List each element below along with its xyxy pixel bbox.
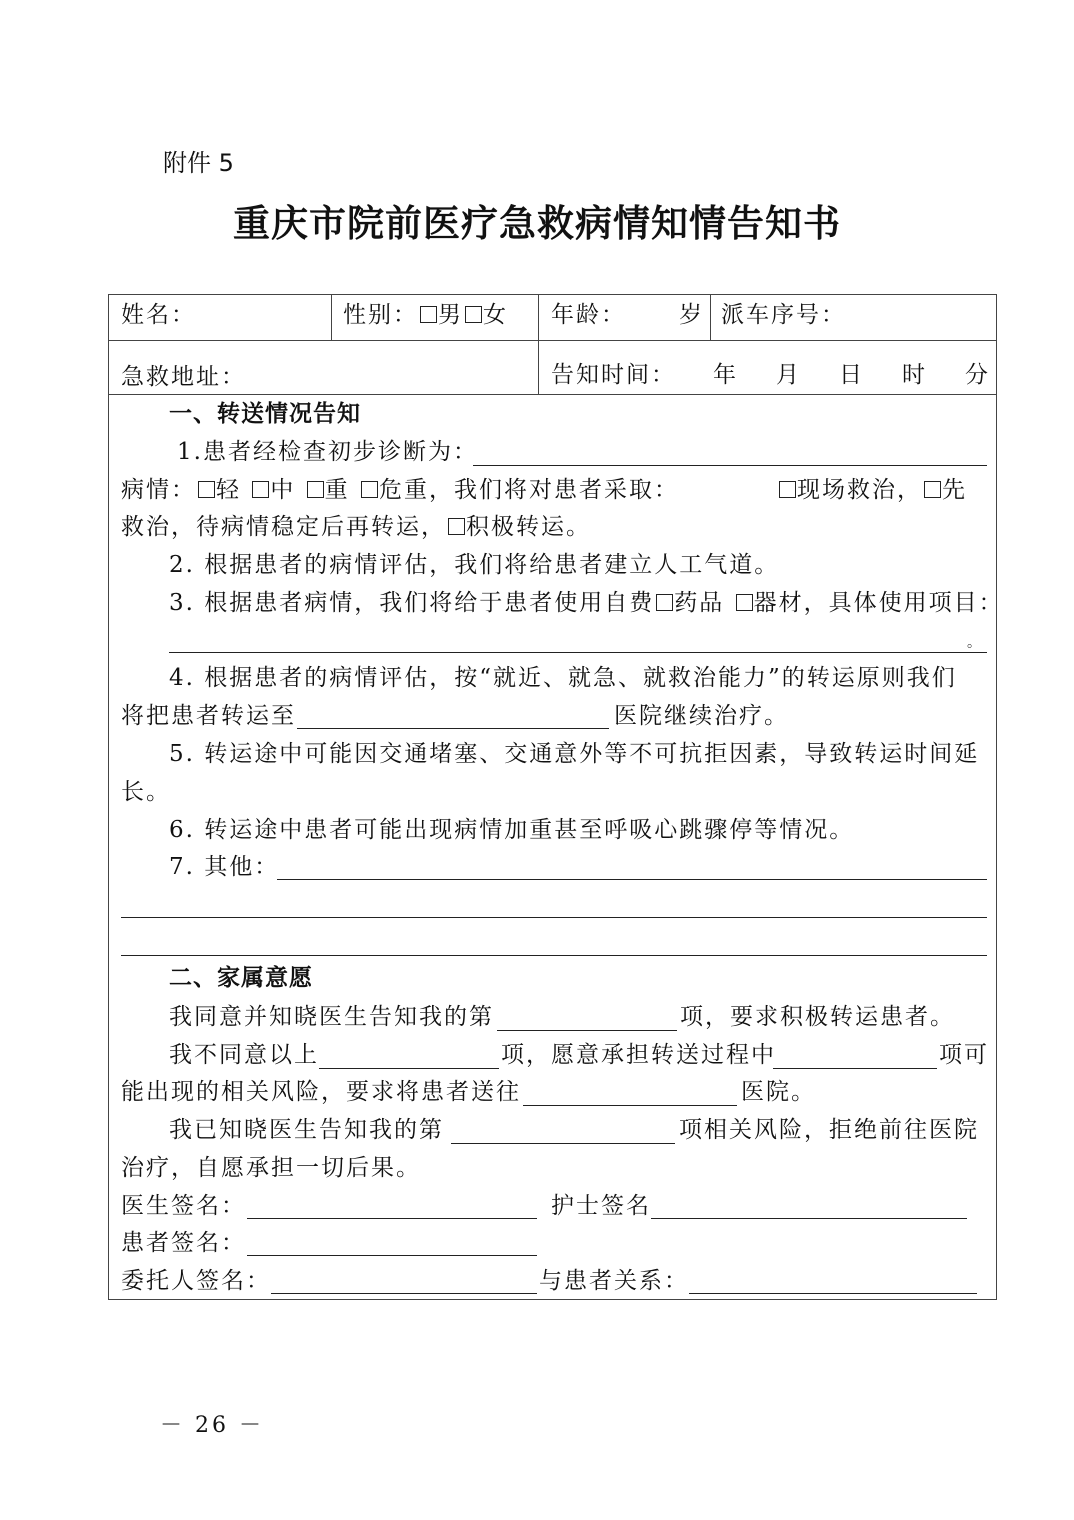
active-transfer-checkbox[interactable] [448, 518, 465, 535]
gender-field [343, 304, 508, 327]
time-minute: 分 [965, 362, 990, 388]
age-unit: 岁 [679, 302, 704, 328]
condition-row [121, 479, 679, 502]
item-4-line1: 4. 根据患者的病情评估，按“就近、就急、就救治能力”的转运原则我们 [169, 665, 957, 691]
col-divider [710, 295, 711, 340]
decline-items-line[interactable] [451, 1143, 675, 1144]
notify-time-label: 告知时间： [551, 362, 676, 388]
doctor-signature-line[interactable] [247, 1218, 537, 1219]
notice-form [108, 294, 1004, 1300]
condition-label: 病情： [121, 477, 196, 503]
consent-text-a: 我同意并知晓医生告知我的第 [169, 1004, 494, 1030]
col-divider [331, 295, 332, 340]
treatment-row-2 [121, 516, 591, 539]
risk-items-line[interactable] [773, 1068, 937, 1069]
attachment-label: 附件 5 [163, 149, 234, 177]
refuse-text-c: 项可 [939, 1042, 989, 1068]
patient-signature-line[interactable] [247, 1255, 537, 1256]
time-hour: 时 [902, 362, 927, 388]
relation-label: 与患者关系： [539, 1268, 689, 1294]
nurse-signature-line[interactable] [651, 1218, 967, 1219]
item-3-end: 。 [967, 635, 983, 651]
active-transfer-label: 积极转运。 [466, 514, 591, 540]
item-5-line1: 5. 转运途中可能因交通堵塞、交通意外等不可抗拒因素，导致转运时间延 [169, 741, 980, 767]
proxy-signature-label: 委托人签名： [121, 1268, 271, 1294]
items-used-line[interactable] [169, 652, 987, 653]
relation-line[interactable] [689, 1293, 977, 1294]
drug-label: 药品 [674, 590, 734, 616]
proxy-signature-line[interactable] [271, 1293, 537, 1294]
gender-label: 性别： [343, 302, 418, 328]
other-line-1[interactable] [277, 879, 987, 880]
decline-text-a: 我已知晓医生告知我的第 [169, 1117, 444, 1143]
item-6: 6. 转运途中患者可能出现病情加重甚至呼吸心跳骤停等情况。 [169, 817, 855, 843]
mild-checkbox[interactable] [198, 481, 215, 498]
section-heading-transfer: 一、转送情况告知 [169, 401, 361, 427]
dispatch-number-label: 派车序号： [721, 302, 846, 328]
refuse-text-d: 能出现的相关风险，要求将患者送往 [121, 1079, 521, 1105]
other-line-3[interactable] [121, 955, 987, 956]
mild-label: 轻 [216, 477, 241, 503]
age-label: 年龄： [551, 302, 626, 328]
other-line-2[interactable] [121, 917, 987, 918]
item-7-label: 7. 其他： [169, 854, 280, 880]
item-3-text: 3. 根据患者病情，我们将给于患者使用自费 [169, 590, 655, 616]
diagnosis-label: 1.患者经检查初步诊断为： [177, 439, 478, 465]
equipment-checkbox[interactable] [736, 594, 753, 611]
female-label: 女 [483, 302, 508, 328]
onsite-label: 现场救治， [797, 477, 922, 503]
first-treat-label: 先 [942, 477, 967, 503]
document-title: 重庆市院前医疗急救病情知情告知书 [233, 201, 841, 245]
critical-checkbox[interactable] [361, 481, 378, 498]
section-heading-family: 二、家属意愿 [169, 965, 313, 991]
refuse-items-line[interactable] [319, 1068, 499, 1069]
name-label: 姓名： [121, 302, 196, 328]
onsite-checkbox[interactable] [779, 481, 796, 498]
female-checkbox[interactable] [465, 306, 482, 323]
refuse-text-a: 我不同意以上 [169, 1042, 319, 1068]
nurse-signature-label: 护士签名 [551, 1193, 651, 1219]
male-label: 男 [438, 302, 463, 328]
decline-text-c: 治疗，自愿承担一切后果。 [121, 1155, 421, 1181]
row-divider [109, 340, 996, 341]
item-3 [169, 592, 1004, 615]
row-divider [109, 394, 996, 395]
item-4-suffix: 医院继续治疗。 [614, 703, 789, 729]
decline-text-b: 项相关风险，拒绝前往医院 [679, 1117, 979, 1143]
refuse-text-b: 项，愿意承担转送过程中 [501, 1042, 776, 1068]
severe-label: 重 [324, 477, 350, 503]
diagnosis-line[interactable] [473, 465, 987, 466]
time-day: 日 [839, 362, 864, 388]
first-treat-checkbox[interactable] [924, 481, 941, 498]
refuse-text-e: 医院。 [741, 1079, 816, 1105]
doctor-signature-label: 医生签名： [121, 1193, 246, 1219]
consent-items-line[interactable] [497, 1030, 677, 1031]
patient-signature-label: 患者签名： [121, 1230, 246, 1256]
consent-text-b: 项，要求积极转运患者。 [680, 1004, 955, 1030]
item-4-prefix: 将把患者转运至 [121, 703, 296, 729]
address-label: 急救地址： [121, 364, 246, 390]
equipment-label: 器材，具体使用项目： [753, 590, 1004, 616]
drug-checkbox[interactable] [656, 594, 673, 611]
treatment-options [777, 479, 967, 502]
page-number: － 26 － [160, 1413, 264, 1438]
col-divider [538, 295, 539, 394]
item-5-line2: 长。 [121, 779, 171, 805]
item-2: 2. 根据患者的病情评估，我们将给患者建立人工气道。 [169, 552, 780, 578]
time-year: 年 [713, 362, 738, 388]
first-treat-continued: 救治，待病情稳定后再转运， [121, 514, 446, 540]
hospital-destination-line[interactable] [297, 728, 609, 729]
moderate-label: 中 [270, 477, 296, 503]
critical-label: 危重，我们将对患者采取： [378, 477, 679, 503]
male-checkbox[interactable] [420, 306, 437, 323]
time-month: 月 [776, 362, 801, 388]
severe-checkbox[interactable] [307, 481, 324, 498]
send-hospital-line[interactable] [523, 1105, 737, 1106]
moderate-checkbox[interactable] [252, 481, 269, 498]
